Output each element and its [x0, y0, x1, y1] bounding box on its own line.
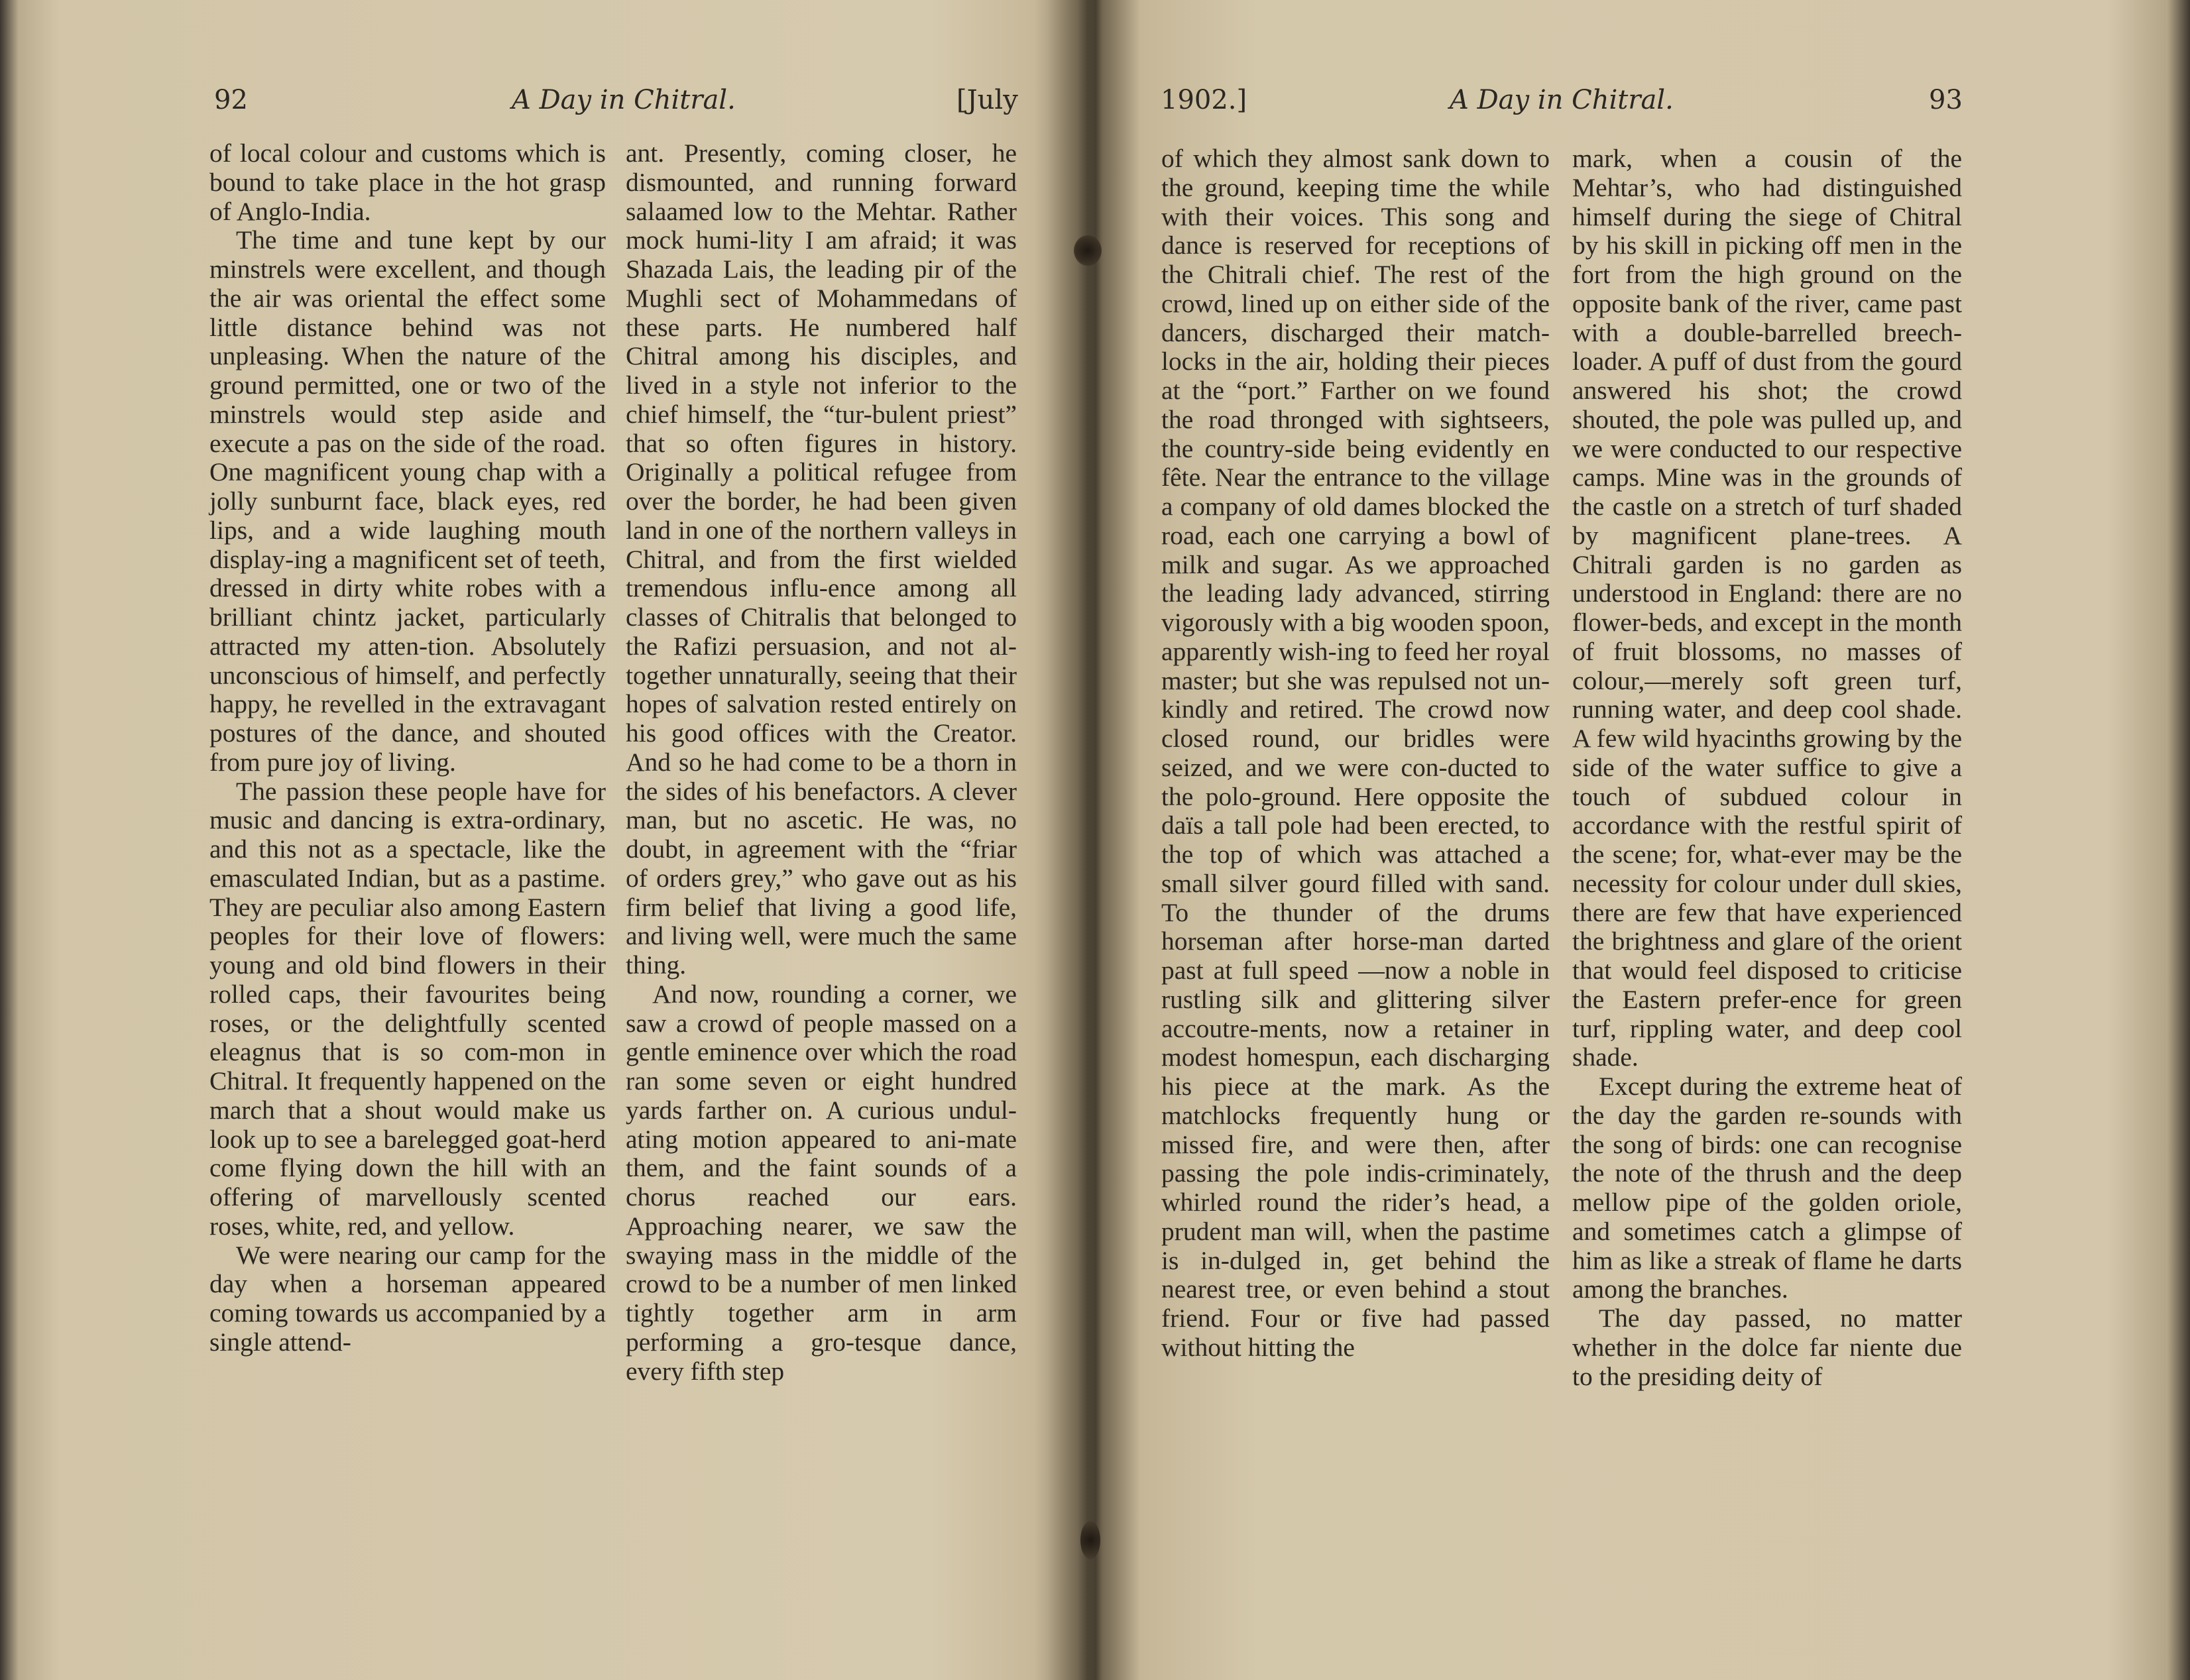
right-running-title: A Day in Chitral.	[1450, 85, 1674, 115]
left-running-title: A Day in Chitral.	[512, 85, 736, 115]
right-page	[1100, 0, 2190, 1680]
paragraph: The time and tune kept by our minstrels were excellent, and though the air was oriental the effect some little distance behind was not unpleasing. When the nature of the ground permitted, one or two of the minstrels would step aside and execute a pas on the side of the road. One magnificent young chap with a jolly sunburnt face, black eyes, red lips, and a wide laughing mouth display-ing a magnificent set of teeth, dressed in dirty white robes with a brilliant chintz jacket, particularly attracted my atten-tion. Absolutely unconscious of himself, and perfectly happy, he revelled in the extravagant postures of the dance, and shouted from pure joy of living.	[209, 225, 606, 777]
left-page	[0, 0, 1087, 1680]
paragraph: The passion these people have for music and dancing is extra-ordinary, and this not as a spectacle, like the emasculated Indian, but as a pastime. They are peculiar also among Eastern peoples for their love of flowers: young and old bind flowers in their rolled caps, their favourites being roses, or the delightfully scented eleagnus that is so com-mon in Chitral. It frequently happened on the march that a shout would make us look up to see a barelegged goat-herd come flying down the hill with an offering of marvellously scented roses, white, red, and yellow.	[209, 776, 606, 1241]
paragraph: The day passed, no matter whether in the dolce far niente due to the presiding deity of	[1572, 1304, 1962, 1391]
paragraph: Except during the extreme heat of the day the garden re-sounds with the song of birds: one can recognise the note of the thrush and the deep mellow pipe of the golden oriole, and sometimes catch a glimpse of him as like a streak of flame he darts among the branches.	[1572, 1072, 1962, 1304]
right-page-column-1	[1161, 144, 1550, 1363]
left-page-column-1	[209, 139, 606, 1357]
right-page-number: 93	[1929, 85, 1963, 115]
paragraph: And now, rounding a corner, we saw a crowd of people massed on a gentle eminence over which the road ran some seven or eight hundred yards farther on. A curious undul-ating motion appeared to ani-mate them, and the faint sounds of a chorus reached our ears. Approaching nearer, we saw the swaying mass in the middle of the crowd to be a number of men linked tightly together arm in arm performing a gro-tesque dance, every fifth step	[626, 979, 1017, 1386]
binding-stitch-mark	[1074, 235, 1102, 266]
binding-stitch-mark	[1080, 1521, 1100, 1559]
paragraph: mark, when a cousin of the Mehtar’s, who had distinguished himself during the siege of Chitral by his skill in picking off men in the fort from the high ground on the opposite bank of the river, came past with a double-barrelled breech-loader. A puff of dust from the gourd answered his shot; the crowd shouted, the pole was pulled up, and we were conducted to our respective camps. Mine was in the grounds of the castle on a stretch of turf shaded by magnificent plane-trees. A Chitrali garden is no garden as understood in England: there are no flower-beds, and except in the month of fruit blossoms, no masses of colour,—merely soft green turf, running water, and deep cool shade. A few wild hyacinths growing by the side of the water suffice to give a touch of subdued colour in accordance with the restful spirit of the scene; for, what-ever may be the necessity for colour under dull skies, there are few that have experienced the brightness and glare of the orient that would feel disposed to criticise the Eastern prefer-ence for green turf, rippling water, and deep cool shade.	[1572, 144, 1962, 1072]
paragraph: of which they almost sank down to the ground, keeping time the while with their voices. This song and dance is reserved for receptions of the Chitrali chief. The rest of the crowd, lined up on either side of the dancers, discharged their match-locks in the air, holding their pieces at the “port.” Farther on we found the road thronged with sightseers, the country-side being evidently en fête. Near the entrance to the village a company of old dames blocked the road, each one carrying a bowl of milk and sugar. As we approached the leading lady advanced, stirring vigorously with a big wooden spoon, apparently wish-ing to feed her royal master; but she was repulsed not un-kindly and retired. The crowd now closed round, our bridles were seized, and we were con-ducted to the polo-ground. Here opposite the daïs a tall pole had been erected, to the top of which was attached a small silver gourd filled with sand. To the thunder of the drums horseman after horse-man darted past at full speed —now a noble in rustling silk and glittering silver accoutre-ments, now a retainer in modest homespun, each discharging his piece at the mark. As the matchlocks frequently hung or missed fire, and were then, after passing the pole indis-criminately, whirled round the rider’s head, a prudent man will, when the pastime is in-dulged in, get behind the nearest tree, or even behind a stout friend. Four or five had passed without hitting the	[1161, 144, 1550, 1362]
left-page-column-2	[626, 139, 1017, 1386]
right-running-date: 1902.]	[1161, 85, 1247, 115]
paragraph: ant. Presently, coming closer, he dismounted, and running forward salaamed low to the Mehtar. Rather mock humi-lity I am afraid; it was Shazada Lais, the leading pir of the Mughli sect of Mohammedans of these parts. He numbered half Chitral among his disciples, and lived in a style not inferior to the chief himself, the “tur-bulent priest” that so often figures in history. Originally a political refugee from over the border, he had been given land in one of the northern valleys in Chitral, and from the first wielded tremendous influ-ence among all classes of Chitralis that belonged to the Rafizi persuasion, and not al-together unnaturally, seeing that their hopes of salvation rested entirely on his good offices with the Creator. And so he had come to be a thorn in the sides of his benefactors. A clever man, but no ascetic. He was, no doubt, in agreement with the “friar of orders grey,” who gave out as his firm belief that living a good life, and living well, were much the same thing.	[626, 139, 1017, 980]
paragraph: We were nearing our camp for the day when a horseman appeared coming towards us accompanied by a single attend-	[209, 1240, 606, 1357]
left-running-date: [July	[956, 85, 1018, 115]
right-page-column-2	[1572, 144, 1962, 1391]
paragraph: of local colour and customs which is bound to take place in the hot grasp of Anglo-India.	[209, 139, 606, 226]
left-page-number: 92	[214, 85, 248, 115]
